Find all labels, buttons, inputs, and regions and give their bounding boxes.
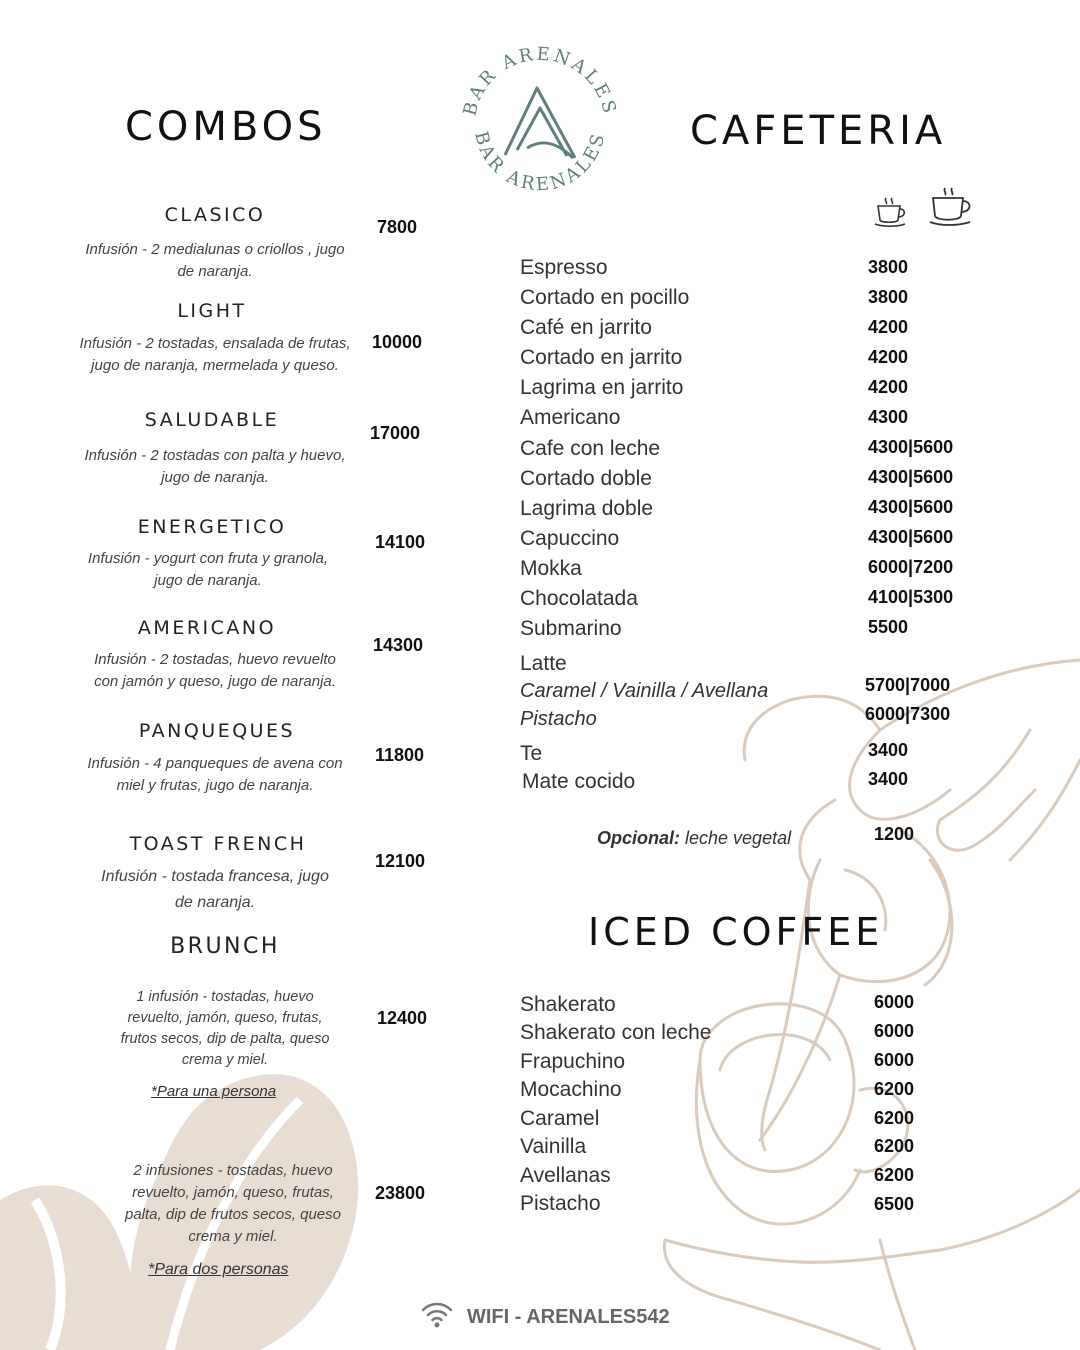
- combo-description: Infusión - 2 tostadas, ensalada de frutas, jugo de naranja, mermelada y queso.: [79, 335, 351, 374]
- combo-name: TOAST FRENCH: [129, 833, 307, 855]
- latte-name: Latte: [520, 652, 567, 675]
- combo-name: SALUDABLE: [144, 409, 280, 431]
- brunch-option-note: *Para una persona: [151, 1083, 277, 1100]
- cafeteria-item-name: Submarino: [520, 617, 622, 640]
- cafeteria-item-price: 4200: [868, 347, 909, 367]
- cafeteria-item-price: 4300|5600: [868, 437, 954, 457]
- combo-name: LIGHT: [177, 300, 247, 322]
- iced-item-price: 6000: [874, 1021, 915, 1041]
- iced-item-price: 6200: [874, 1079, 915, 1099]
- cafeteria-item-price: 4100|5300: [868, 587, 954, 607]
- tea-item-name: Mate cocido: [522, 770, 636, 793]
- iced-item-name: Vainilla: [520, 1135, 587, 1158]
- iced-item-price: 6000: [874, 992, 915, 1012]
- latte-variant-price: 5700|7000: [865, 675, 951, 695]
- iced-item-name: Caramel: [520, 1107, 600, 1130]
- iced-item-name: Mocachino: [520, 1078, 622, 1101]
- cafeteria-item-price: 3800: [868, 287, 909, 307]
- combo-description: Infusión - 2 tostadas, huevo revuelto con jamón y queso, jugo de naranja.: [94, 651, 336, 690]
- combo-name: ENERGETICO: [137, 516, 287, 538]
- iced-coffee-title: ICED COFFEE: [588, 910, 884, 954]
- cafeteria-item-name: Cafe con leche: [520, 437, 661, 460]
- iced-item-name: Shakerato con leche: [520, 1021, 712, 1044]
- combo-description: Infusión - yogurt con fruta y granola, jugo de naranja.: [87, 550, 329, 589]
- cafeteria-item-name: Lagrima en jarrito: [520, 376, 684, 399]
- iced-item-price: 6200: [874, 1136, 915, 1156]
- combo-price: 14300: [373, 635, 424, 655]
- combo-price: 10000: [372, 332, 423, 352]
- tea-item-price: 3400: [868, 769, 909, 789]
- tea-item-price: 3400: [868, 740, 909, 760]
- combo-price: 12100: [375, 851, 426, 871]
- latte-variant-name: Pistacho: [520, 708, 597, 730]
- iced-item-name: Shakerato: [520, 993, 616, 1016]
- cafeteria-item-name: Café en jarrito: [520, 316, 652, 339]
- wifi-label: WIFI - ARENALES542: [467, 1306, 670, 1328]
- combo-price: 7800: [377, 217, 418, 237]
- combo-price: 14100: [375, 532, 426, 552]
- cafeteria-item-name: Chocolatada: [520, 587, 638, 610]
- combo-name: PANQUEQUES: [138, 720, 296, 742]
- combo-description: Infusión - 2 medialunas o criollos , jugo de naranja.: [85, 241, 345, 280]
- optional-note: [597, 828, 791, 849]
- cafeteria-item-price: 4300: [868, 407, 909, 427]
- tea-item-name: Te: [520, 742, 543, 765]
- brunch-option-note: *Para dos personas: [148, 1261, 289, 1278]
- latte-variant-price: 6000|7300: [865, 704, 951, 724]
- iced-item-price: 6200: [874, 1165, 915, 1185]
- cafeteria-item-price: 4200: [868, 317, 909, 337]
- wifi-icon: [420, 1300, 454, 1330]
- cafeteria-item-price: 4300|5600: [868, 497, 954, 517]
- brunch-option-description: 2 infusiones - tostadas, huevo revuelto, jamón, queso, frutas, palta, dip de frutos secos, queso crema y miel.: [125, 1162, 341, 1245]
- cafeteria-item-price: 4300|5600: [868, 527, 954, 547]
- combo-price: 17000: [370, 423, 421, 443]
- large-coffee-cup-icon: [928, 184, 974, 228]
- iced-item-price: 6500: [874, 1194, 915, 1214]
- combo-price: 11800: [375, 745, 425, 765]
- brunch-option-price: 23800: [375, 1183, 426, 1203]
- cafeteria-item-name: Espresso: [520, 256, 608, 279]
- cafeteria-item-name: Capuccino: [520, 527, 620, 550]
- brunch-title: BRUNCH: [170, 934, 280, 959]
- cafeteria-item-price: 5500: [868, 617, 909, 637]
- cafeteria-item-price: 4300|5600: [868, 467, 954, 487]
- iced-item-name: Frapuchino: [520, 1050, 626, 1073]
- cafeteria-item-price: 6000|7200: [868, 557, 954, 577]
- combo-name: CLASICO: [164, 204, 266, 226]
- combos-title: COMBOS: [125, 104, 327, 150]
- cafeteria-item-price: 3800: [868, 257, 909, 277]
- combo-name: AMERICANO: [137, 617, 277, 639]
- cafeteria-item-name: Cortado en pocillo: [520, 286, 690, 309]
- small-coffee-cup-icon: [873, 195, 909, 229]
- cafeteria-item-name: Cortado doble: [520, 467, 652, 490]
- cafeteria-title: CAFETERIA: [690, 108, 947, 154]
- bar-arenales-logo: [455, 40, 625, 210]
- latte-variant-name: Caramel / Vainilla / Avellana: [520, 680, 769, 702]
- optional-price: 1200: [874, 824, 915, 844]
- cafeteria-item-name: Mokka: [520, 557, 582, 580]
- brunch-option-price: 12400: [377, 1008, 428, 1028]
- iced-item-name: Avellanas: [520, 1164, 611, 1187]
- iced-item-name: Pistacho: [520, 1192, 601, 1215]
- iced-item-price: 6200: [874, 1108, 915, 1128]
- combo-description: Infusión - tostada francesa, jugo de naranja.: [101, 868, 329, 911]
- cafeteria-item-price: 4200: [868, 377, 909, 397]
- logo-text-top: BAR ARENALES: [459, 43, 621, 118]
- cafeteria-item-name: Americano: [520, 406, 621, 429]
- svg-text:BAR ARENALES: [470, 129, 610, 195]
- optional-label: Opcional:: [597, 828, 681, 848]
- brunch-option-description: 1 infusión - tostadas, huevo revuelto, jamón, queso, frutas, frutos secos, dip de palta, queso crema y miel.: [120, 989, 330, 1068]
- cafeteria-item-name: Cortado en jarrito: [520, 346, 683, 369]
- logo-text-bottom: BAR ARENALES: [470, 129, 610, 196]
- combo-description: Infusión - 2 tostadas con palta y huevo, jugo de naranja.: [84, 447, 346, 486]
- iced-item-price: 6000: [874, 1050, 915, 1070]
- optional-text: leche vegetal: [680, 828, 792, 848]
- combo-description: Infusión - 4 panqueques de avena con miel y frutas, jugo de naranja.: [87, 755, 343, 794]
- cafeteria-item-name: Lagrima doble: [520, 497, 654, 520]
